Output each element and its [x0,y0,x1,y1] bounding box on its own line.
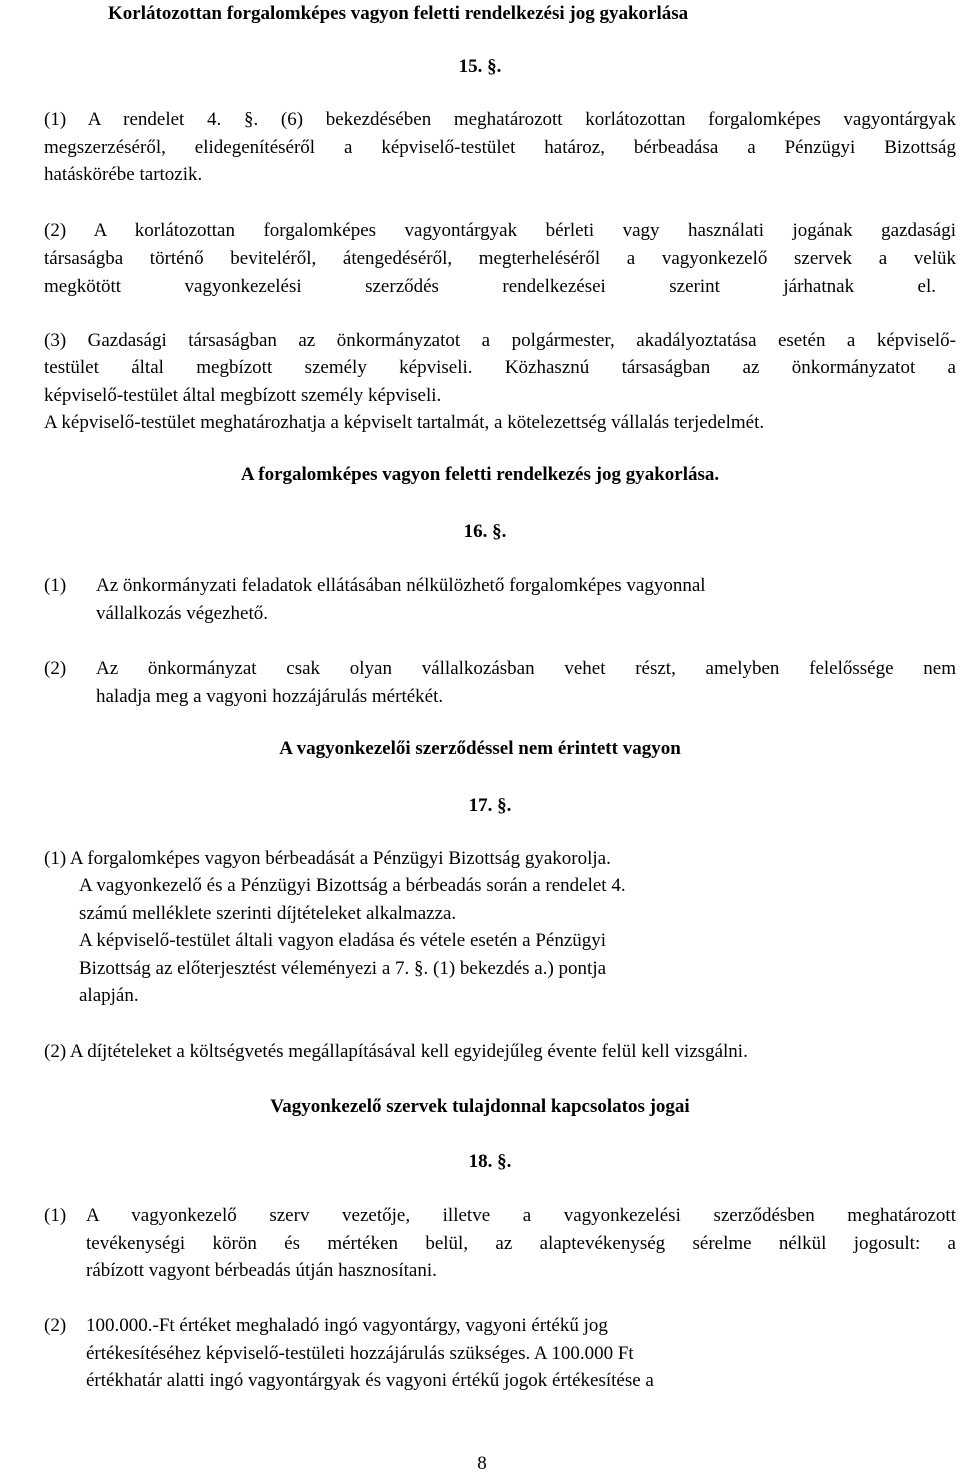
page-number: 8 [477,1453,487,1474]
s15-p3-line2: testület által megbízott személy képviseli. Közhasznú társaságban az önkormányzatot a [44,357,956,378]
section-16-heading: A forgalomképes vagyon feletti rendelkezés jog gyakorlása. [240,464,720,485]
s18-p2-line3: értékhatár alatti ingó vagyontárgyak és vagyoni értékű jogok értékesítése a [86,1370,654,1391]
s17-p2-line1: (2) A díjtételeket a költségvetés megállapításával kell egyidejűleg évente felül kell vizsgálni. [44,1041,748,1062]
s15-p1-line2: megszerzéséről, elidegenítéséről a képviselő-testület határoz, bérbeadása a Pénzügyi Bizottság [44,137,956,158]
s16-p1-number: (1) [44,575,67,596]
s18-p2-line1: 100.000.-Ft értéket meghaladó ingó vagyontárgy, vagyoni értékű jog [86,1315,608,1336]
s16-p2-line1: Az önkormányzat csak olyan vállalkozásban vehet részt, amelyben felelőssége nem [96,658,956,679]
s18-p1-number: (1) [44,1205,67,1226]
s17-p1-line5: Bizottság az előterjesztést véleményezi a 7. §. (1) bekezdés a.) pontja [79,958,607,979]
section-18-heading: Vagyonkezelő szervek tulajdonnal kapcsolatos jogai [270,1096,690,1117]
s15-p1-line3: hatáskörébe tartozik. [44,164,203,185]
s16-p1-line1: Az önkormányzati feladatok ellátásában nélkülözhető forgalomképes vagyonnal [96,575,706,596]
s17-p1-line4: A képviselő-testület általi vagyon eladása és vétele esetén a Pénzügyi [79,930,607,951]
section-15-number: 15. §. [458,56,502,77]
s18-p1-line3: rábízott vagyont bérbeadás útján hasznosítani. [86,1260,437,1281]
s18-p2-number: (2) [44,1315,67,1336]
s17-p1-line3: számú melléklete szerinti díjtételeket alkalmazza. [79,903,457,924]
section-17-heading: A vagyonkezelői szerződéssel nem érintett vagyon [279,738,681,759]
s17-p1-line1: (1) A forgalomképes vagyon bérbeadását a Pénzügyi Bizottság gyakorolja. [44,848,611,869]
s16-p2-line2: haladja meg a vagyoni hozzájárulás mértékét. [96,686,444,707]
s15-p2-line1: (2) A korlátozottan forgalomképes vagyontárgyak bérleti vagy használati jogának gazdasági [44,220,956,241]
s17-p1-line6: alapján. [79,985,139,1006]
s18-p1-line2: tevékenységi körön és mértéken belül, az alaptevékenység sérelme nélkül jogosult: a [86,1233,956,1254]
s16-p2-number: (2) [44,658,67,679]
s15-p3-line4: A képviselő-testület meghatározhatja a képviselt tartalmát, a kötelezettség vállalás terjedelmét. [44,412,765,433]
s15-p2-line2: társaságba történő beviteléről, átengedéséről, megterheléséről a vagyonkezelő szervek a velük [44,248,956,269]
s18-p1-line1: A vagyonkezelő szerv vezetője, illetve a vagyonkezelési szerződésben meghatározott [86,1205,956,1226]
s15-p1-line1: (1) A rendelet 4. §. (6) bekezdésében meghatározott korlátozottan forgalomképes vagyontárgyak [44,109,956,130]
section-15-heading: Korlátozottan forgalomképes vagyon feletti rendelkezési jog gyakorlása [108,3,689,24]
s15-p3-line3: képviselő-testület által megbízott személy képviseli. [44,385,442,406]
s18-p2-line2: értékesítéséhez képviselő-testületi hozzájárulás szükséges. A 100.000 Ft [86,1343,634,1364]
section-16-number: 16. §. [463,521,507,542]
section-18-number: 18. §. [468,1151,512,1172]
s15-p3-line1: (3) Gazdasági társaságban az önkormányzatot a polgármester, akadályoztatása esetén a képviselő- [44,330,956,351]
s17-p1-line2: A vagyonkezelő és a Pénzügyi Bizottság a bérbeadás során a rendelet 4. [79,875,626,896]
s16-p1-line2: vállalkozás végezhető. [96,603,268,624]
s15-p2-line3: megkötött vagyonkezelési szerződés rendelkezései szerint járhatnak el. [44,276,936,297]
section-17-number: 17. §. [468,795,512,816]
